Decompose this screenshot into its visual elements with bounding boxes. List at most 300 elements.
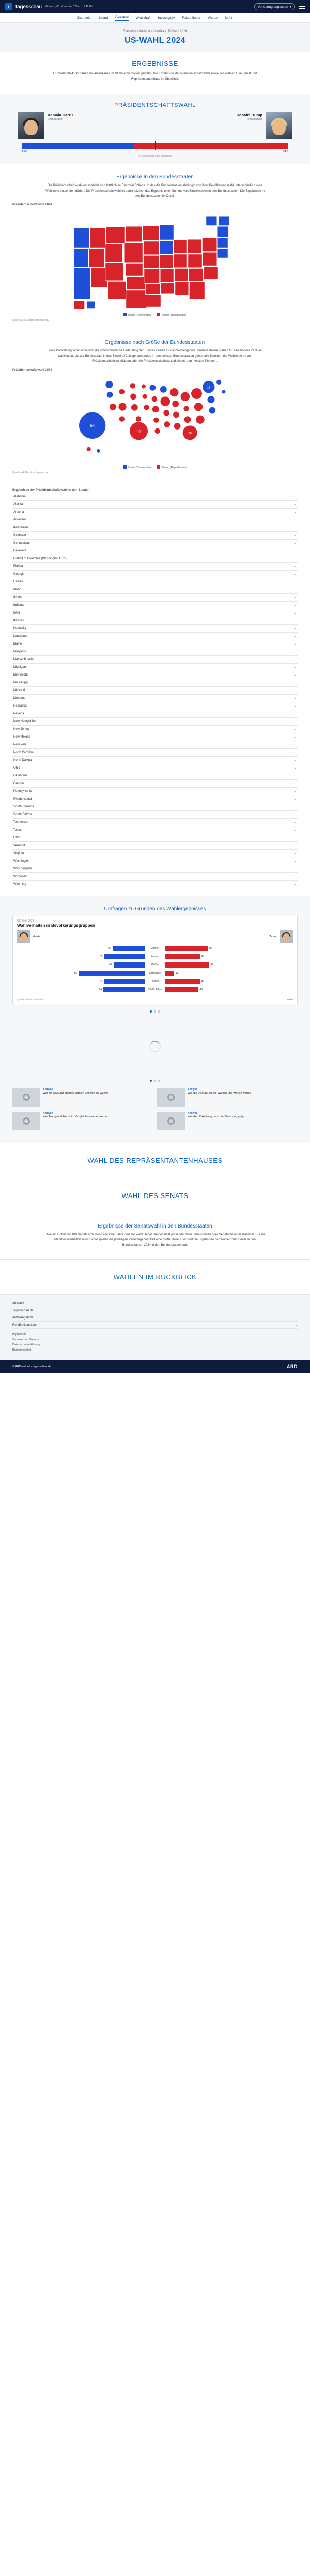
state-row[interactable] <box>12 509 298 516</box>
state-row[interactable] <box>12 857 298 865</box>
trump-face-shape <box>272 120 286 135</box>
bar-left <box>17 987 145 992</box>
breadcrumb[interactable]: Startseite › Ausland › Amerika › US-Wahl 2024 <box>123 30 187 33</box>
state-name: Maryland <box>13 650 26 653</box>
chevron-down-icon[interactable]: ⌄ <box>293 580 297 584</box>
state-row[interactable] <box>12 749 298 757</box>
carousel-dot-1[interactable] <box>150 1010 152 1013</box>
chevron-down-icon[interactable]: ⌄ <box>293 712 297 715</box>
footer-bottom-bar <box>0 1360 310 1373</box>
gear-icon-2 <box>167 1094 175 1101</box>
legend-trump <box>157 313 187 317</box>
us-choropleth-map[interactable] <box>12 208 298 312</box>
main-navigation <box>0 13 310 23</box>
bubble-az <box>118 403 126 410</box>
gear-icon <box>23 1094 30 1101</box>
harris-value: 54 <box>99 988 102 991</box>
state-shape-ks <box>126 263 143 276</box>
chevron-down-icon[interactable]: ⌄ <box>293 836 297 839</box>
poll-trump <box>269 930 293 943</box>
chevron-down-icon[interactable]: ⌄ <box>295 1324 298 1327</box>
chevron-down-icon[interactable]: ⌄ <box>293 658 297 661</box>
state-row[interactable] <box>12 633 298 640</box>
bubble-pa <box>191 388 202 399</box>
chevron-down-icon[interactable]: ⌄ <box>293 883 297 886</box>
state-row[interactable] <box>12 819 298 826</box>
teaser-card-2[interactable] <box>157 1088 298 1107</box>
state-name: Illinois <box>13 595 22 599</box>
state-name: New York <box>13 743 27 746</box>
site-logo[interactable] <box>16 4 42 10</box>
gear-icon-4 <box>167 1117 175 1125</box>
chevron-down-icon[interactable]: ⌄ <box>293 619 297 622</box>
bubble-va <box>209 407 215 413</box>
chevron-down-icon[interactable]: ⌄ <box>293 689 297 692</box>
teaser-4-kicker: Analyse <box>188 1111 198 1115</box>
chevron-down-icon[interactable]: ⌄ <box>293 735 297 739</box>
state-shape-mt <box>106 227 125 243</box>
gear-icon-3 <box>23 1117 30 1125</box>
chevron-down-icon[interactable]: ⌄ <box>293 518 297 522</box>
state-row[interactable] <box>12 687 298 695</box>
nav-item-wetter[interactable]: Wetter <box>208 16 218 20</box>
poll-bar-chart <box>17 945 293 995</box>
state-row[interactable] <box>12 726 298 733</box>
carousel2-dot-3[interactable] <box>158 1080 160 1082</box>
state-shape-ar <box>145 284 160 294</box>
chevron-down-icon[interactable]: ⌄ <box>293 766 297 770</box>
state-name: Wyoming <box>13 882 26 886</box>
topbar-date: Mittwoch, 06. November 2024 <box>44 5 80 8</box>
bubble-co <box>131 404 138 410</box>
bubble-nj <box>208 396 215 403</box>
nav-item-investigativ[interactable]: Investigativ <box>158 16 175 20</box>
bubble-label-fl: 30 <box>188 432 192 435</box>
teaser-card-4[interactable] <box>157 1112 298 1130</box>
chart-bar-row <box>17 987 293 993</box>
state-name: Alaska <box>13 502 23 506</box>
state-shape-wy <box>105 244 123 262</box>
state-row[interactable] <box>12 679 298 687</box>
burger-line-1 <box>299 5 305 6</box>
copyright-text: © ARD-aktuell / tagesschau.de <box>12 1365 51 1369</box>
chevron-down-icon[interactable]: ⌄ <box>293 666 297 669</box>
legend-harris <box>123 313 151 317</box>
chevron-down-icon[interactable]: ⌄ <box>293 557 297 560</box>
candidate-harris[interactable] <box>12 112 155 139</box>
us-bubble-map[interactable] <box>12 374 298 464</box>
bubble-map-text: Diese Darstellung veranschaulicht die unterschiedliche Bedeutung der Bundesstaaten für das Wahlergebnis. Größere Kreise stehen für eine höhere Zahl von Wahlleuten, die der Bundesstaat in das Electoral College entsendet. In den meisten Bundesstaaten gehen alle Stimmen der Wahlleute an den Präsidentschaftskandidaten oder die Präsidentschaftskandidatin mit den meisten Stimmen. <box>47 349 263 363</box>
chevron-down-icon[interactable]: ⌄ <box>293 759 297 762</box>
chevron-down-icon[interactable]: ⌄ <box>293 635 297 638</box>
harris-value: 41 <box>109 963 112 967</box>
state-name: Kentucky <box>13 626 26 630</box>
state-row[interactable] <box>12 571 298 578</box>
nav-item-mehr[interactable]: Mehr <box>225 16 233 20</box>
bubble-label-tx: 40 <box>136 430 141 434</box>
state-row[interactable] <box>12 586 298 594</box>
carousel-dots[interactable] <box>12 1008 298 1016</box>
nav-item-ausland[interactable]: Ausland <box>115 15 129 21</box>
chart-bar-row <box>17 945 293 952</box>
nav-item-faktenfinder[interactable]: Faktenfinder <box>182 16 201 20</box>
state-row[interactable] <box>12 780 298 788</box>
carousel-dots-2[interactable] <box>12 1078 298 1085</box>
poll-harris-face <box>20 933 27 942</box>
bubble-source: Quelle: AP/Election, tagesschau <box>12 471 50 474</box>
state-row[interactable] <box>12 547 298 555</box>
bar-right <box>165 979 293 984</box>
footer-link[interactable]: Datenschutzerklärung <box>12 1343 40 1347</box>
senate-section-text: Etwa ein Drittel der 100 Senatssitze stand alle zwei Jahre neu zur Wahl. Jeder Bundesstaat entsendet zwei Senatorinnen oder Senatoren in die Kammer. Für die Mehrheitsverhältnisse im Senat spielen die jeweiligen Parteizugehörigkeit eine große Rolle. Hier sind die Ergebnisse der Wahlen zum Senat in den Bundesstaaten 2024 in den Bundesstaaten auf. <box>44 1233 266 1247</box>
state-name: Texas <box>13 828 22 832</box>
state-shape-sc <box>189 268 203 281</box>
chevron-down-icon[interactable]: ⌄ <box>293 650 297 653</box>
chevron-down-icon[interactable]: ⌄ <box>293 813 297 816</box>
state-row[interactable] <box>12 664 298 671</box>
chevron-down-icon[interactable]: ⌄ <box>293 798 297 801</box>
state-name: Delaware <box>13 549 27 553</box>
chevron-down-icon[interactable]: ⌄ <box>293 549 297 553</box>
retrospective-banner: WAHLEN IM RÜCKBLICK <box>0 1259 310 1294</box>
majority-marker <box>155 141 156 150</box>
top-bar <box>0 0 310 13</box>
chevron-down-icon[interactable]: ⌄ <box>293 867 297 870</box>
chevron-down-icon[interactable]: ⌄ <box>293 588 297 591</box>
chevron-down-icon[interactable]: ⌄ <box>293 805 297 808</box>
chevron-down-icon[interactable]: ⌄ <box>295 1309 298 1313</box>
state-row[interactable] <box>12 795 298 803</box>
teaser-image-2 <box>157 1088 185 1107</box>
chart-bar-row <box>17 962 293 969</box>
bar-category: Frauen <box>151 955 159 958</box>
poll-widget-candidates <box>13 930 297 943</box>
teaser-row-2 <box>12 1112 298 1136</box>
bubble-or <box>107 392 113 398</box>
state-row[interactable] <box>12 516 298 524</box>
poll-trump-face <box>283 933 290 942</box>
state-row[interactable] <box>12 826 298 834</box>
bubble-ma <box>216 379 221 384</box>
state-row[interactable] <box>12 881 298 888</box>
harris-value: 53 <box>99 955 103 958</box>
chevron-down-icon[interactable]: ⌄ <box>293 774 297 777</box>
state-shape-ga <box>204 266 218 279</box>
electoral-bar-dem <box>22 143 134 149</box>
bubble-nv <box>110 403 116 410</box>
state-name: Georgia <box>13 572 25 576</box>
chevron-down-icon[interactable]: ⌄ <box>293 604 297 607</box>
bubble-legend-trump <box>157 465 187 469</box>
harris-bar <box>104 954 146 959</box>
bubble-ak <box>87 447 91 451</box>
state-name: Nebraska <box>13 704 27 708</box>
state-row[interactable] <box>12 493 298 501</box>
bar-category: Latinos <box>150 980 160 983</box>
state-name: Massachusetts <box>13 657 35 661</box>
chevron-down-icon[interactable]: ⌄ <box>293 782 297 785</box>
chevron-down-icon[interactable]: ⌄ <box>293 681 297 684</box>
chevron-down-icon[interactable]: ⌄ <box>293 704 297 708</box>
state-row[interactable] <box>12 578 298 586</box>
state-row[interactable] <box>12 501 298 509</box>
bar-right <box>165 987 293 992</box>
nav-item-wirtschaft[interactable]: Wirtschaft <box>135 16 151 20</box>
state-row[interactable] <box>12 803 298 811</box>
state-row[interactable] <box>12 671 298 679</box>
bubble-sd <box>143 394 147 398</box>
menu-button[interactable] <box>299 5 305 9</box>
trump-bar <box>165 946 208 951</box>
bubble-id <box>119 389 125 394</box>
bubble-ky <box>173 411 179 418</box>
state-row[interactable] <box>12 788 298 795</box>
bubble-ms <box>164 421 171 427</box>
poll-trump-photo <box>280 930 293 943</box>
harris-value: 42 <box>108 947 111 950</box>
chevron-down-icon[interactable]: ⌄ <box>293 743 297 746</box>
bar-left <box>17 954 145 959</box>
chevron-down-icon[interactable]: ⌄ <box>293 821 297 824</box>
carousel2-dot-2[interactable] <box>154 1080 156 1082</box>
ard-logo: ARD <box>287 1364 298 1370</box>
state-row[interactable] <box>12 865 298 873</box>
state-name: Idaho <box>13 588 22 591</box>
state-name: Washington <box>13 859 30 863</box>
chevron-down-icon[interactable]: ⌄ <box>293 503 297 506</box>
poll-harris <box>17 930 40 943</box>
harris-name: Kamala Harris <box>48 113 74 118</box>
teaser-card-3[interactable] <box>12 1112 153 1130</box>
state-row[interactable] <box>12 873 298 881</box>
state-row[interactable] <box>12 640 298 648</box>
state-row[interactable] <box>12 555 298 563</box>
chevron-down-icon[interactable]: ⌄ <box>293 829 297 832</box>
carousel-dot-3[interactable] <box>158 1010 160 1013</box>
chevron-down-icon[interactable]: ⌄ <box>293 565 297 568</box>
state-shape-il <box>160 255 173 268</box>
carousel-dot-2[interactable] <box>154 1010 156 1013</box>
electoral-bar-rep <box>134 143 288 149</box>
chart-bar-row <box>17 954 293 960</box>
state-row[interactable] <box>12 648 298 656</box>
state-name: New Hampshire <box>13 719 36 723</box>
trump-value: 55 <box>209 947 212 950</box>
bubble-map-section <box>0 329 310 482</box>
state-map-section <box>0 164 310 329</box>
teaser-1-kicker: Analyse <box>43 1087 53 1091</box>
states-list <box>12 493 298 888</box>
state-row[interactable] <box>12 850 298 857</box>
state-row[interactable] <box>12 811 298 819</box>
state-row[interactable] <box>12 656 298 664</box>
chevron-down-icon[interactable]: ⌄ <box>295 1302 298 1306</box>
state-name: Iowa <box>13 611 20 615</box>
trump-bar <box>165 979 200 984</box>
state-row[interactable] <box>12 563 298 571</box>
trump-party: Republikaner <box>245 118 262 121</box>
state-row[interactable] <box>12 772 298 780</box>
poll-widget-head <box>13 916 297 930</box>
poll-section <box>0 896 310 1143</box>
bar-right <box>165 946 293 951</box>
state-row[interactable] <box>12 594 298 602</box>
chevron-down-icon[interactable]: ⌄ <box>293 852 297 855</box>
chevron-down-icon[interactable]: ⌄ <box>293 611 297 615</box>
state-row[interactable] <box>12 609 298 617</box>
chevron-down-icon[interactable]: ⌄ <box>295 1316 298 1320</box>
state-row[interactable] <box>12 617 298 625</box>
state-shape-wi <box>160 240 173 254</box>
chevron-down-icon[interactable]: ⌄ <box>293 642 297 646</box>
trump-value: 12 <box>176 972 179 975</box>
bubble-ut <box>130 393 136 400</box>
footer-accordion-item[interactable] <box>12 1307 298 1314</box>
chevron-down-icon[interactable]: ⌄ <box>293 495 297 498</box>
state-shape-vt <box>206 216 217 226</box>
brand-area[interactable] <box>5 3 94 10</box>
state-name: Tennessee <box>13 820 29 824</box>
footer-link[interactable]: Barrierefreiheit <box>12 1348 32 1352</box>
bubble-sc <box>184 416 191 423</box>
state-row[interactable] <box>12 524 298 532</box>
footer-accordion <box>12 1300 298 1329</box>
footer-accordion-item[interactable] <box>12 1300 298 1307</box>
bubble-nd <box>142 384 146 388</box>
state-row[interactable] <box>12 764 298 772</box>
footer <box>0 1294 310 1360</box>
chevron-down-icon[interactable]: ⌄ <box>293 728 297 731</box>
chevron-down-icon[interactable]: ⌄ <box>293 790 297 793</box>
results-title: ERGEBNISSE <box>132 59 178 67</box>
state-shape-mo <box>144 269 160 283</box>
state-shape-wv <box>188 254 203 268</box>
results-intro: US-Wahl 2024: So haben die Amerikaner ihr Stimmenverhalten gewählt. Die Ergebnisse der Präsidentschaftswahl sowie der Wahlen zum Senat und Repräsentantenhaus im Überblick. <box>53 72 257 81</box>
state-shape-la <box>146 295 161 307</box>
state-shape-co <box>124 243 143 263</box>
logo-prefix: tages <box>16 4 29 10</box>
state-name: North Dakota <box>13 758 32 762</box>
state-row[interactable] <box>12 625 298 633</box>
harris-bar <box>104 979 146 984</box>
poll-widget[interactable] <box>12 916 298 1004</box>
poll-harris-photo <box>17 930 30 943</box>
bar-left <box>17 971 145 976</box>
state-shape-or <box>74 248 89 267</box>
state-row[interactable] <box>12 695 298 702</box>
electoral-bar-labels <box>22 150 288 154</box>
chevron-down-icon[interactable]: ⌄ <box>293 673 297 677</box>
state-shape-az <box>91 268 107 287</box>
footer-link[interactable]: Impressum <box>12 1333 27 1337</box>
state-shape-nd <box>126 226 143 242</box>
state-row[interactable] <box>12 702 298 710</box>
chevron-down-icon[interactable]: ⌄ <box>293 534 297 537</box>
teaser-4-text: Wie die USA bewegt und die Stimmung prägt <box>188 1115 245 1118</box>
state-shape-mi <box>174 240 187 253</box>
teaser-image-1 <box>12 1088 40 1107</box>
state-row[interactable] <box>12 718 298 726</box>
poll-source: Quelle: Edison Research <box>17 998 43 1001</box>
bubble-la <box>154 428 160 434</box>
teaser-2-kicker: Analyse <box>188 1087 198 1091</box>
reading-settings-button[interactable] <box>254 3 295 10</box>
teaser-card-1[interactable] <box>12 1088 153 1107</box>
chevron-down-icon[interactable]: ⌄ <box>293 697 297 700</box>
state-row[interactable] <box>12 741 298 749</box>
chevron-down-icon[interactable]: ⌄ <box>293 511 297 514</box>
harris-bar <box>113 946 145 951</box>
footer-accordion-item[interactable] <box>12 1314 298 1322</box>
loading-spinner-icon <box>149 1041 161 1052</box>
state-map-title: Ergebnisse in den Bundesstaaten <box>116 174 194 180</box>
harris-bar <box>103 987 145 992</box>
state-name: District of Columbia (Washington D.C.) <box>13 557 67 560</box>
bubble-mi <box>170 388 178 396</box>
chevron-down-icon[interactable]: ⌄ <box>293 526 297 529</box>
bubble-hi <box>97 449 100 452</box>
bubble-ar <box>153 417 159 423</box>
bubble-in <box>172 400 179 407</box>
chevron-down-icon: ▾ <box>289 5 291 9</box>
carousel2-dot-1[interactable] <box>150 1080 152 1082</box>
poll-widget-footer <box>13 998 297 1004</box>
footer-link[interactable]: So erreichen Sie uns <box>12 1338 39 1342</box>
state-row[interactable] <box>12 733 298 741</box>
state-shape-ia <box>144 255 159 268</box>
state-row[interactable] <box>12 757 298 764</box>
trump-value: 45 <box>201 980 205 983</box>
state-row[interactable] <box>12 842 298 850</box>
candidate-trump[interactable] <box>155 112 298 139</box>
state-row[interactable] <box>12 540 298 547</box>
states-heading: Ergebnisse der Präsidentschaftswahl in den Staaten <box>12 488 90 492</box>
house-banner: WAHL DES REPRÄSENTANTENHAUSES <box>0 1143 310 1178</box>
state-shape-in <box>174 254 187 268</box>
presidential-title: PRÄSIDENTSCHAFTSWAHL <box>114 102 196 109</box>
nav-item-inland[interactable]: Inland <box>99 16 109 20</box>
chevron-down-icon[interactable]: ⌄ <box>293 596 297 599</box>
harris-party: Demokraten <box>48 118 63 121</box>
chevron-down-icon[interactable]: ⌄ <box>293 875 297 878</box>
chevron-down-icon[interactable]: ⌄ <box>293 860 297 863</box>
state-name: Arkansas <box>13 518 27 522</box>
state-name: Kalifornien <box>13 526 28 529</box>
bubble-ct <box>222 390 226 393</box>
share-button[interactable]: Teilen <box>287 998 293 1001</box>
bar-left <box>17 946 145 951</box>
state-name: Missouri <box>13 688 25 692</box>
teaser-3-text: Wie Trump und Harris im Vergleich bewertet wurden <box>43 1115 109 1118</box>
state-row[interactable] <box>12 710 298 718</box>
chevron-down-icon[interactable]: ⌄ <box>293 720 297 723</box>
footer-accordion-item[interactable] <box>12 1322 298 1329</box>
state-row[interactable] <box>12 532 298 540</box>
state-row[interactable] <box>12 602 298 609</box>
nav-item-startseite[interactable]: Startseite <box>77 16 92 20</box>
bar-category: 18-29 Jahre <box>148 988 162 991</box>
chevron-down-icon[interactable]: ⌄ <box>293 573 297 576</box>
state-shape-me <box>219 216 229 226</box>
legend-harris-label: Harris (Demokraten) <box>128 313 152 317</box>
state-row[interactable] <box>12 834 298 842</box>
chevron-down-icon[interactable]: ⌄ <box>293 542 297 545</box>
chevron-down-icon[interactable]: ⌄ <box>293 627 297 630</box>
state-name: Indiana <box>13 603 24 607</box>
chart-bar-row <box>17 970 293 977</box>
chevron-down-icon[interactable]: ⌄ <box>293 751 297 754</box>
chevron-down-icon[interactable]: ⌄ <box>293 844 297 847</box>
